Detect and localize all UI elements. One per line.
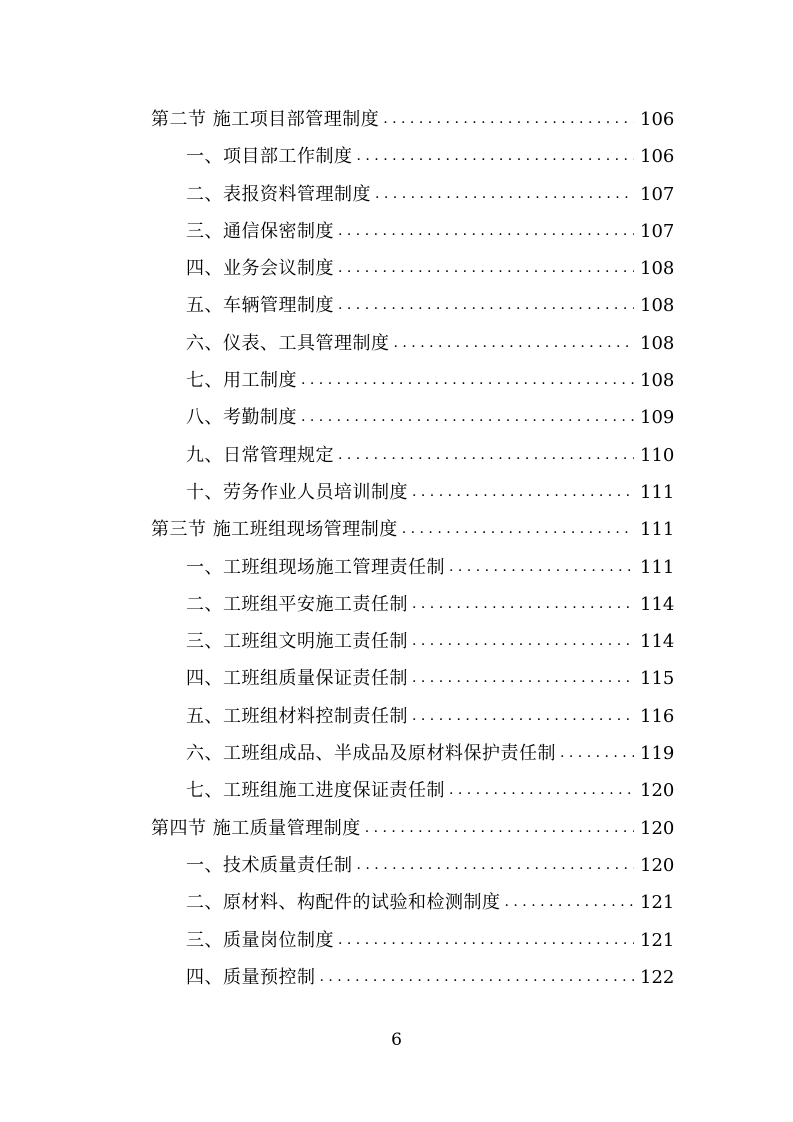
toc-entry-page-number: 114 bbox=[640, 631, 675, 653]
toc-entry-page-number: 111 bbox=[640, 481, 675, 503]
toc-subsection-entry[interactable] bbox=[0, 623, 793, 660]
toc-entry-title: 七、工班组施工进度保证责任制 bbox=[186, 780, 445, 802]
toc-subsection-entry[interactable] bbox=[0, 176, 793, 213]
toc-subsection-entry[interactable] bbox=[0, 847, 793, 884]
toc-subsection-entry[interactable] bbox=[0, 138, 793, 175]
toc-entry-title: 七、用工制度 bbox=[186, 370, 297, 392]
toc-dot-leader bbox=[338, 250, 634, 287]
toc-subsection-entry[interactable] bbox=[0, 586, 793, 623]
toc-entry-title: 十、劳务作业人员培训制度 bbox=[186, 481, 408, 503]
toc-dot-leader bbox=[357, 847, 635, 884]
toc-dot-leader bbox=[412, 698, 634, 735]
toc-dot-leader bbox=[338, 287, 634, 324]
toc-entry-page-number: 111 bbox=[640, 519, 675, 541]
toc-subsection-entry[interactable] bbox=[0, 884, 793, 921]
toc-entry-title: 四、质量预控制 bbox=[186, 966, 316, 988]
toc-dot-leader bbox=[357, 138, 635, 175]
toc-subsection-entry[interactable] bbox=[0, 474, 793, 511]
toc-entry-title: 二、原材料、构配件的试验和检测制度 bbox=[186, 892, 501, 914]
toc-subsection-entry[interactable] bbox=[0, 549, 793, 586]
toc-dot-leader bbox=[412, 474, 634, 511]
toc-dot-leader bbox=[301, 399, 634, 436]
table-of-contents bbox=[0, 101, 793, 996]
toc-dot-leader bbox=[505, 884, 635, 921]
toc-entry-page-number: 114 bbox=[640, 593, 675, 615]
toc-entry-page-number: 107 bbox=[640, 220, 675, 242]
toc-dot-leader bbox=[375, 176, 634, 213]
toc-dot-leader bbox=[560, 735, 634, 772]
toc-entry-title: 五、车辆管理制度 bbox=[186, 295, 334, 317]
toc-entry-page-number: 107 bbox=[640, 183, 675, 205]
toc-entry-title: 第二节 施工项目部管理制度 bbox=[151, 109, 380, 130]
toc-entry-page-number: 119 bbox=[640, 743, 675, 765]
toc-subsection-entry[interactable] bbox=[0, 250, 793, 287]
toc-dot-leader bbox=[412, 660, 634, 697]
toc-entry-page-number: 106 bbox=[640, 146, 675, 168]
toc-entry-title: 四、业务会议制度 bbox=[186, 258, 334, 280]
toc-entry-title: 二、表报资料管理制度 bbox=[186, 183, 371, 205]
toc-subsection-entry[interactable] bbox=[0, 325, 793, 362]
toc-subsection-entry[interactable] bbox=[0, 959, 793, 996]
toc-dot-leader bbox=[338, 922, 634, 959]
toc-dot-leader bbox=[394, 325, 635, 362]
toc-entry-title: 三、工班组文明施工责任制 bbox=[186, 631, 408, 653]
toc-entry-title: 九、日常管理规定 bbox=[186, 444, 334, 466]
toc-dot-leader bbox=[449, 549, 634, 586]
toc-section-entry[interactable] bbox=[0, 511, 793, 548]
toc-subsection-entry[interactable] bbox=[0, 772, 793, 809]
toc-entry-title: 二、工班组平安施工责任制 bbox=[186, 593, 408, 615]
page-number: 6 bbox=[391, 1030, 402, 1050]
toc-subsection-entry[interactable] bbox=[0, 660, 793, 697]
toc-subsection-entry[interactable] bbox=[0, 735, 793, 772]
toc-entry-page-number: 122 bbox=[640, 966, 675, 988]
toc-entry-title: 三、通信保密制度 bbox=[186, 220, 334, 242]
toc-entry-page-number: 111 bbox=[640, 556, 675, 578]
toc-entry-title: 第三节 施工班组现场管理制度 bbox=[151, 519, 398, 541]
toc-entry-page-number: 121 bbox=[640, 929, 675, 951]
toc-entry-page-number: 115 bbox=[640, 668, 675, 690]
toc-dot-leader bbox=[412, 586, 634, 623]
toc-subsection-entry[interactable] bbox=[0, 213, 793, 250]
toc-entry-title: 第四节 施工质量管理制度 bbox=[151, 817, 361, 839]
toc-entry-title: 一、项目部工作制度 bbox=[186, 146, 353, 168]
toc-entry-page-number: 120 bbox=[640, 854, 675, 876]
toc-entry-title: 八、考勤制度 bbox=[186, 407, 297, 429]
toc-entry-page-number: 108 bbox=[640, 295, 675, 317]
toc-dot-leader bbox=[383, 101, 634, 138]
toc-subsection-entry[interactable] bbox=[0, 437, 793, 474]
toc-entry-page-number: 108 bbox=[640, 258, 675, 280]
toc-entry-page-number: 106 bbox=[640, 109, 675, 130]
toc-dot-leader bbox=[449, 772, 634, 809]
toc-entry-page-number: 120 bbox=[640, 780, 675, 802]
toc-entry-title: 六、仪表、工具管理制度 bbox=[186, 332, 390, 354]
toc-entry-page-number: 109 bbox=[640, 407, 675, 429]
toc-dot-leader bbox=[412, 623, 634, 660]
toc-subsection-entry[interactable] bbox=[0, 922, 793, 959]
toc-dot-leader bbox=[320, 959, 635, 996]
toc-entry-title: 一、工班组现场施工管理责任制 bbox=[186, 556, 445, 578]
toc-subsection-entry[interactable] bbox=[0, 287, 793, 324]
toc-entry-title: 六、工班组成品、半成品及原材料保护责任制 bbox=[186, 743, 556, 765]
toc-subsection-entry[interactable] bbox=[0, 399, 793, 436]
toc-subsection-entry[interactable] bbox=[0, 698, 793, 735]
toc-subsection-entry[interactable] bbox=[0, 362, 793, 399]
toc-entry-page-number: 108 bbox=[640, 370, 675, 392]
toc-entry-title: 四、工班组质量保证责任制 bbox=[186, 668, 408, 690]
toc-entry-title: 五、工班组材料控制责任制 bbox=[186, 705, 408, 727]
toc-entry-page-number: 121 bbox=[640, 892, 675, 914]
toc-dot-leader bbox=[301, 362, 634, 399]
toc-section-entry[interactable] bbox=[0, 810, 793, 847]
toc-entry-page-number: 120 bbox=[640, 817, 675, 839]
toc-dot-leader bbox=[402, 511, 634, 548]
toc-entry-title: 一、技术质量责任制 bbox=[186, 854, 353, 876]
toc-entry-page-number: 110 bbox=[640, 444, 675, 466]
toc-dot-leader bbox=[365, 810, 634, 847]
toc-section-entry[interactable] bbox=[0, 101, 793, 138]
toc-entry-page-number: 116 bbox=[640, 705, 675, 727]
toc-dot-leader bbox=[338, 213, 634, 250]
toc-dot-leader bbox=[338, 437, 634, 474]
toc-entry-page-number: 108 bbox=[640, 332, 675, 354]
toc-entry-title: 三、质量岗位制度 bbox=[186, 929, 334, 951]
